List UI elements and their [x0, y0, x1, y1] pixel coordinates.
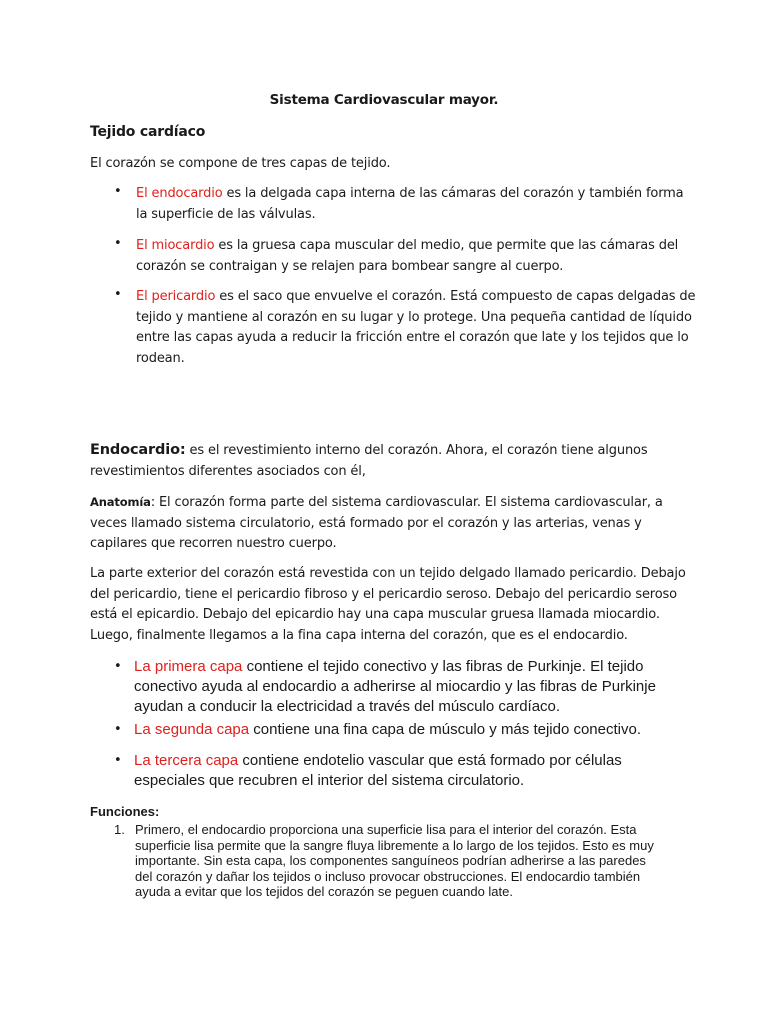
intro-paragraph: El corazón se compone de tres capas de tejido. [90, 156, 391, 171]
list-item [134, 751, 664, 791]
layer-text: es la delgada capa interna de las cámaras del corazón y también forma la superficie de las válvulas. [136, 186, 684, 222]
bullet-icon: • [114, 236, 122, 251]
layer-term: El miocardio [136, 238, 215, 253]
section-heading: Tejido cardíaco [90, 124, 206, 140]
bullet-icon: • [114, 184, 122, 199]
document-title: Sistema Cardiovascular mayor. [269, 92, 499, 108]
bullet-icon: • [114, 287, 122, 302]
list-item [136, 184, 696, 225]
layer-text: es la gruesa capa muscular del medio, que permite que las cámaras del corazón se contraigan y se relajen para bombear sangre al cuerpo. [136, 238, 679, 274]
layer-term: La tercera capa [134, 752, 239, 769]
list-item [134, 657, 664, 717]
bullet-icon: • [114, 659, 122, 674]
anatomia-paragraph [90, 492, 690, 555]
anatomia-text: : El corazón forma parte del sistema cardiovascular. El sistema cardiovascular, a veces llamado sistema circulatorio, está formado por el corazón y las arterias, venas y capilares que recorren nuestro cuerpo. [90, 495, 663, 551]
endocardio-paragraph [90, 440, 650, 482]
layer-text: contiene el tejido conectivo y las fibras de Purkinje. El tejido conectivo ayuda al endocardio a adherirse al miocardio y las fibras de Purkinje ayudan a conducir la electricidad a través del músculo cardíaco. [134, 658, 656, 715]
list-item [134, 720, 664, 740]
funciones-item-text: Primero, el endocardio proporciona una superficie lisa para el interior del corazón. Esta superficie lisa permite que la sangre fluya libremente a lo largo de los tejidos. Esto es muy importante. Sin esta capa, los componentes sanguíneos podrían adherirse a las paredes del corazón y dañar los tejidos o incluso provocar obstrucciones. El endocardio también ayuda a evitar que los tejidos del corazón se peguen cuando late. [135, 822, 654, 899]
layer-text: contiene endotelio vascular que está formado por células especiales que recubren el interior del sistema circulatorio. [134, 752, 622, 789]
layer-term: El pericardio [136, 289, 216, 304]
exterior-paragraph: La parte exterior del corazón está revestida con un tejido delgado llamado pericardio. Debajo del pericardio, tiene el pericardio fibroso y el pericardio seroso. Debajo del pericardio seroso está el epicardio. Debajo del epicardio hay una capa muscular gruesa llamada miocardio. Luego, finalmente llegamos a la fina capa interna del corazón, que es el endocardio. [90, 566, 686, 643]
endocardio-text: es el revestimiento interno del corazón. Ahora, el corazón tiene algunos revestimientos diferentes asociados con él, [90, 443, 648, 479]
layer-term: La segunda capa [134, 721, 250, 738]
layer-term: El endocardio [136, 186, 223, 201]
list-item [136, 287, 696, 369]
funciones-item-number: 1. [114, 822, 125, 837]
funciones-heading: Funciones: [90, 804, 160, 819]
endocardio-term: Endocardio: [90, 442, 186, 458]
layer-term: La primera capa [134, 658, 243, 675]
layer-text: contiene una fina capa de músculo y más tejido conectivo. [249, 721, 642, 738]
layer-text: es el saco que envuelve el corazón. Está compuesto de capas delgadas de tejido y mantiene al corazón en su lugar y lo protege. Una pequeña cantidad de líquido entre las capas ayuda a reducir la fricción entre el corazón que late y los tejidos que lo rodean. [136, 289, 696, 366]
list-item [136, 236, 696, 277]
anatomia-term: Anatomía [90, 495, 151, 509]
bullet-icon: • [114, 753, 122, 768]
bullet-icon: • [114, 722, 122, 737]
